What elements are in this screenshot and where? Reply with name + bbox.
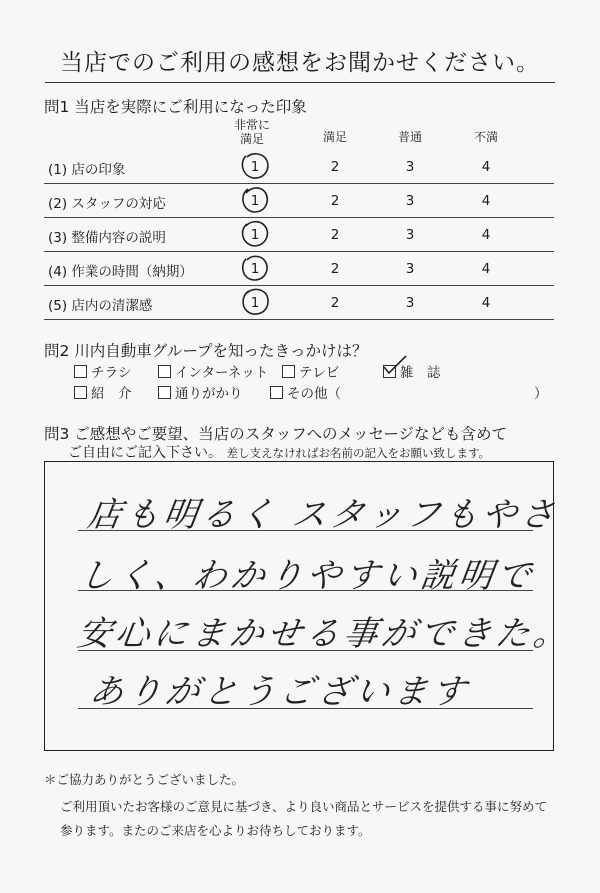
q3-heading: 問3 ご感想やご要望、当店のスタッフへのメッセージなども含めて xyxy=(44,425,508,443)
rating-option-3[interactable]: 3 xyxy=(405,193,415,209)
column-label-line2: 満足 xyxy=(239,132,264,146)
option-label: 紹 介 xyxy=(91,386,132,402)
option-internet[interactable] xyxy=(158,361,268,381)
column-label-line1: 非常に xyxy=(233,118,270,132)
rating-option-1[interactable]: 1 xyxy=(250,193,260,209)
rating-option-2[interactable]: 2 xyxy=(330,261,340,277)
handwritten-comment-line: ありがとうございます xyxy=(86,672,473,712)
rating-option-2[interactable]: 2 xyxy=(330,227,340,243)
footer-thanks: ＊ご協力ありがとうございました。 xyxy=(44,772,245,787)
q3-sub-main: ご自由にご記入下さい。 xyxy=(68,445,222,461)
rating-row-label: (3) 整備内容の説明 xyxy=(48,230,166,246)
column-dissatisfied: 不満 xyxy=(473,130,498,144)
rating-option-2[interactable]: 2 xyxy=(330,295,340,311)
handwritten-comment-line: 店も明るく スタッフもやさ xyxy=(84,495,562,535)
other-close-paren: ） xyxy=(534,386,548,402)
rating-row-staff xyxy=(44,184,554,218)
checkmark-icon xyxy=(380,353,410,379)
option-label: 通りがかり xyxy=(175,386,243,402)
option-label: 雑 誌 xyxy=(400,365,441,381)
rating-option-3[interactable]: 3 xyxy=(405,295,415,311)
checkbox[interactable] xyxy=(74,365,87,378)
option-label: テレビ xyxy=(299,365,340,381)
rating-option-3[interactable]: 3 xyxy=(405,261,415,277)
rating-option-2[interactable]: 2 xyxy=(330,193,340,209)
column-satisfied: 満足 xyxy=(322,130,347,144)
option-tv[interactable] xyxy=(282,361,339,381)
rating-option-4[interactable]: 4 xyxy=(481,159,491,175)
rating-row-work-time xyxy=(44,252,554,286)
rating-option-1[interactable]: 1 xyxy=(250,159,260,175)
option-other[interactable] xyxy=(270,382,341,402)
q3-sub-note: 差し支えなければお名前の記入をお願い致します。 xyxy=(226,446,491,460)
rating-option-3[interactable]: 3 xyxy=(405,159,415,175)
title-underline xyxy=(45,82,555,83)
footer-message-line1: ご利用頂いたお客様のご意見に基づき、より良い商品とサービスを提供する事に努めて xyxy=(60,799,548,814)
option-flyer[interactable] xyxy=(74,361,132,381)
rating-row-label: (2) スタッフの対応 xyxy=(48,196,166,212)
option-label: インターネット xyxy=(175,365,269,381)
checkbox[interactable] xyxy=(158,365,171,378)
handwritten-comment-line: しく、わかりやすい説明で xyxy=(76,556,538,596)
column-very-satisfied xyxy=(222,118,282,146)
rating-row-label: (5) 店内の清潔感 xyxy=(48,298,153,314)
rating-row-store xyxy=(44,150,554,184)
checkbox[interactable] xyxy=(282,365,295,378)
rating-option-4[interactable]: 4 xyxy=(481,227,491,243)
rating-option-2[interactable]: 2 xyxy=(330,159,340,175)
footer-message-line2: 参ります。またのご来店を心よりお待ちしております。 xyxy=(60,823,371,838)
rating-row-label: (4) 作業の時間（納期） xyxy=(48,264,193,280)
rating-option-4[interactable]: 4 xyxy=(481,193,491,209)
rating-row-explanation xyxy=(44,218,554,252)
q1-heading: 問1 当店を実際にご利用になった印象 xyxy=(44,98,307,116)
rating-option-1[interactable]: 1 xyxy=(250,227,260,243)
option-passing-by[interactable] xyxy=(158,382,243,402)
column-neutral: 普通 xyxy=(397,130,422,144)
q3-subheading xyxy=(68,442,490,462)
checkbox[interactable] xyxy=(158,386,171,399)
handwritten-comment-line: 安心にまかせる事ができた。 xyxy=(74,614,575,654)
rating-option-1[interactable]: 1 xyxy=(250,261,260,277)
option-label: その他（ xyxy=(287,386,341,402)
rating-row-label: (1) 店の印象 xyxy=(48,162,126,178)
rating-row-cleanliness xyxy=(44,286,554,320)
survey-title: 当店でのご利用の感想をお聞かせください。 xyxy=(60,50,540,76)
rating-option-4[interactable]: 4 xyxy=(481,261,491,277)
checkbox[interactable] xyxy=(270,386,283,399)
rating-option-4[interactable]: 4 xyxy=(481,295,491,311)
checkbox[interactable] xyxy=(74,386,87,399)
rating-option-1[interactable]: 1 xyxy=(250,295,260,311)
option-label: チラシ xyxy=(91,365,132,381)
option-referral[interactable] xyxy=(74,382,132,402)
rating-option-3[interactable]: 3 xyxy=(405,227,415,243)
q2-heading: 問2 川内自動車グループを知ったきっかけは？ xyxy=(44,342,368,360)
